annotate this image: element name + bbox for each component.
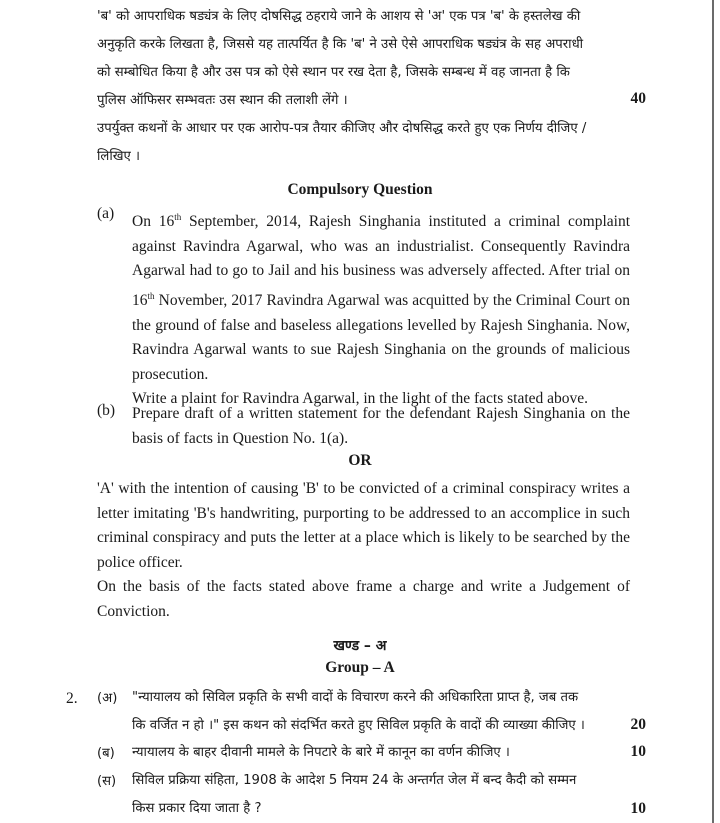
- question-number: 2.: [66, 690, 78, 707]
- section-heading: Compulsory Question: [287, 181, 433, 198]
- hindi-line: 'ब' को आपराधिक षड्यंत्र के लिए दोषसिद्ध ठहराये जाने के आशय से 'अ' एक पत्र 'ब' के हस्तलेख की: [97, 9, 581, 24]
- marks-label: 20: [630, 716, 646, 733]
- hindi-line: किस प्रकार दिया जाता है ?: [132, 801, 262, 816]
- hindi-line: लिखिए ।: [97, 149, 141, 164]
- q2-a-text: [132, 684, 602, 740]
- marks-label: 40: [630, 90, 646, 107]
- marks-label: 10: [630, 743, 646, 760]
- hindi-line: को सम्बोधित किया है और उस पत्र को ऐसे स्थान पर रख देता है, जिसके सम्बन्ध में वह जानता है कि: [97, 65, 570, 80]
- subpart-label: (ब): [97, 746, 115, 761]
- facts-paragraph: [132, 205, 630, 387]
- text-run: On 16: [132, 213, 175, 231]
- q2-c-text: [132, 767, 602, 823]
- hindi-line: पुलिस ऑफिसर सम्भवतः उस स्थान की तलाशी लेंगे ।: [97, 93, 348, 108]
- instruction-text: Write a plaint for Ravindra Agarwal, in the light of the facts stated above.: [132, 390, 589, 408]
- hindi-line: अनुकृति करके लिखता है, जिससे यह तात्पर्यित है कि 'ब' ने उसे ऐसे आपराधिक षड्यंत्र के सह अपराधी: [97, 37, 584, 52]
- ordinal-suffix: th: [174, 212, 182, 222]
- hindi-line: कि वर्जित न हो ।" इस कथन को संदर्भित करते हुए सिविल प्रकृति के वादों की व्याख्या कीजिए ।: [132, 718, 585, 733]
- q2-b-text: न्यायालय के बाहर दीवानी मामले के निपटारे के बारे में कानून का वर्णन कीजिए ।: [132, 745, 510, 760]
- hindi-line: उपर्युक्त कथनों के आधार पर एक आरोप-पत्र तैयार कीजिए और दोषसिद्ध करते हुए एक निर्णय दीजिए /: [97, 121, 587, 136]
- hindi-case-text: [97, 3, 630, 171]
- or-question-text: [97, 477, 630, 625]
- part-label: (b): [97, 402, 116, 419]
- page-edge-line: [712, 0, 714, 823]
- or-facts: 'A' with the intention of causing 'B' to be convicted of a criminal conspiracy writes a letter imitating 'B's handwriting, purporting to be addressed to an accomplice in such criminal conspiracy and puts the letter at a place which is likely to be searched by the police officer.: [97, 480, 630, 571]
- hindi-line: "न्यायालय को सिविल प्रकृति के सभी वादों के विचारण करने की अधिकारिता प्राप्त है, जब तक: [132, 690, 579, 705]
- subpart-label: (अ): [97, 691, 118, 706]
- hindi-line: सिविल प्रक्रिया संहिता, 1908 के आदेश 5 नियम 24 के अन्तर्गत जेल में बन्द कैदी को सम्मन: [132, 773, 577, 788]
- marks-label: 10: [630, 800, 646, 817]
- group-heading-hindi: खण्ड – अ: [333, 638, 387, 654]
- text-run: November, 2017 Ravindra Agarwal was acquitted by the Criminal Court on the ground of false and baseless allegations levelled by Rajesh Singhania. Now, Ravindra Agarwal wants to sue Rajesh Singhania on the grounds of malicious prosecution.: [132, 292, 630, 383]
- or-label: OR: [348, 452, 372, 469]
- part-label: (a): [97, 205, 115, 222]
- part-a-text: [132, 205, 630, 412]
- or-instruction: On the basis of the facts stated above frame a charge and write a Judgement of Conviction.: [97, 578, 630, 620]
- ordinal-suffix: th: [147, 290, 155, 301]
- subpart-label: (स): [97, 774, 117, 789]
- text-run: September, 2014, Rajesh Singhania instituted a criminal complaint against Ravindra Agarwal, who was an industrialist. Consequently Ravindra Agarwal had to go to Jail and his business was adversely affected. After trial on 16: [132, 213, 631, 310]
- part-b-text: Prepare draft of a written statement for the defendant Rajesh Singhania on the basis of facts in Question No. 1(a).: [132, 405, 630, 447]
- group-heading: Group – A: [325, 659, 395, 676]
